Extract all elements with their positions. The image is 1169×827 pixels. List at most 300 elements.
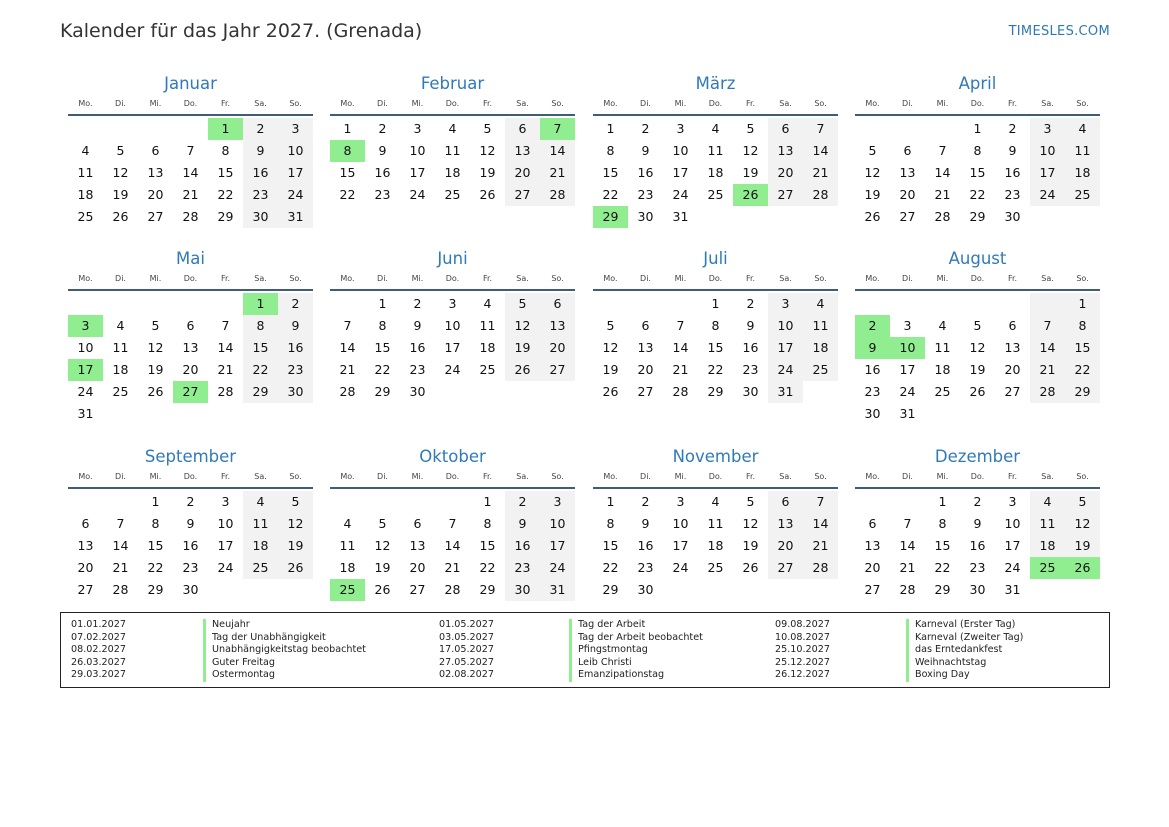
day-cell: 3 bbox=[676, 121, 685, 136]
day-cell: 2 bbox=[378, 121, 387, 136]
day-cell: 8 bbox=[606, 516, 615, 531]
day-cell: 8 bbox=[221, 143, 230, 158]
day-cell-empty bbox=[173, 403, 208, 425]
day-cell-empty bbox=[733, 579, 768, 601]
day-cell: 8 bbox=[711, 318, 720, 333]
day-cell: 23 bbox=[742, 362, 759, 377]
day-cell-empty bbox=[103, 293, 138, 315]
day-cell: 28 bbox=[934, 209, 951, 224]
day-cell: 12 bbox=[602, 340, 619, 355]
day-cell: 21 bbox=[540, 162, 575, 184]
weekday-header bbox=[330, 98, 575, 116]
weekday-label: Sa. bbox=[516, 99, 529, 108]
day-cell: 5 bbox=[378, 516, 387, 531]
holiday-date: 09.08.2027 bbox=[775, 619, 830, 630]
day-cell: 24 bbox=[409, 187, 426, 202]
holiday-name: Karneval (Erster Tag) bbox=[906, 619, 1015, 632]
day-cell: 10 bbox=[672, 143, 689, 158]
day-cell-empty bbox=[1030, 579, 1065, 601]
day-cell: 20 bbox=[1004, 362, 1021, 377]
day-cell: 14 bbox=[444, 538, 461, 553]
day-cell: 29 bbox=[969, 209, 986, 224]
day-cell: 18 bbox=[1065, 162, 1100, 184]
day-cell: 30 bbox=[409, 384, 426, 399]
day-cell: 7 bbox=[803, 118, 838, 140]
day-cell: 2 bbox=[641, 121, 650, 136]
day-cell: 16 bbox=[637, 165, 654, 180]
day-cell: 24 bbox=[1030, 184, 1065, 206]
weekday-label: Mi. bbox=[936, 274, 949, 283]
day-cell: 6 bbox=[413, 516, 422, 531]
day-cell: 25 bbox=[243, 557, 278, 579]
day-cell: 25 bbox=[1065, 184, 1100, 206]
day-cell: 1 bbox=[711, 296, 720, 311]
holiday-date: 29.03.2027 bbox=[71, 669, 126, 680]
day-cell: 7 bbox=[116, 516, 125, 531]
day-cell-empty bbox=[855, 491, 890, 513]
holiday-legend bbox=[60, 612, 1110, 688]
day-cell: 1 bbox=[483, 494, 492, 509]
day-cell: 23 bbox=[182, 560, 199, 575]
day-cell: 16 bbox=[864, 362, 881, 377]
day-cell: 10 bbox=[409, 143, 426, 158]
day-cell: 21 bbox=[1030, 359, 1065, 381]
day-cell: 9 bbox=[186, 516, 195, 531]
day-cell-holiday: 26 bbox=[733, 184, 768, 206]
day-cell: 19 bbox=[1065, 535, 1100, 557]
day-cell-holiday: 25 bbox=[330, 579, 365, 601]
day-cell: 30 bbox=[969, 582, 986, 597]
weekday-label: Sa. bbox=[779, 99, 792, 108]
day-cell: 18 bbox=[707, 538, 724, 553]
day-cell: 9 bbox=[505, 513, 540, 535]
day-cell: 7 bbox=[343, 318, 352, 333]
month-name: September bbox=[144, 447, 237, 466]
day-cell-empty bbox=[1030, 403, 1065, 425]
day-cell: 17 bbox=[1030, 162, 1065, 184]
weekday-header bbox=[68, 98, 313, 116]
day-cell: 29 bbox=[374, 384, 391, 399]
day-cell-empty bbox=[890, 118, 925, 140]
day-cell: 1 bbox=[151, 494, 160, 509]
day-cell: 24 bbox=[278, 184, 313, 206]
day-cell: 10 bbox=[540, 513, 575, 535]
month-name: Juli bbox=[703, 249, 728, 268]
day-cell: 11 bbox=[339, 538, 356, 553]
weekday-label: Mi. bbox=[674, 274, 687, 283]
day-cell: 6 bbox=[151, 143, 160, 158]
month-juli bbox=[593, 249, 838, 403]
day-cell: 26 bbox=[278, 557, 313, 579]
day-cell: 11 bbox=[77, 165, 94, 180]
day-cell: 22 bbox=[707, 362, 724, 377]
day-cell: 14 bbox=[803, 140, 838, 162]
weekday-label: Di. bbox=[115, 472, 126, 481]
day-cell: 8 bbox=[973, 143, 982, 158]
day-cell-empty bbox=[698, 206, 733, 228]
day-cell: 16 bbox=[409, 340, 426, 355]
weekday-label: Mo. bbox=[78, 99, 93, 108]
weekday-label: Mi. bbox=[149, 99, 162, 108]
weekday-label: Di. bbox=[640, 472, 651, 481]
holiday-name: Leib Christi bbox=[569, 657, 632, 670]
weekday-label: Fr. bbox=[1007, 99, 1018, 108]
day-cell: 12 bbox=[742, 143, 759, 158]
weekday-label: So. bbox=[289, 472, 302, 481]
day-cell: 4 bbox=[448, 121, 457, 136]
weekday-label: Di. bbox=[902, 99, 913, 108]
day-cell: 12 bbox=[112, 165, 129, 180]
day-cell: 13 bbox=[1004, 340, 1021, 355]
day-cell: 28 bbox=[112, 582, 129, 597]
day-cell: 6 bbox=[186, 318, 195, 333]
day-cell-empty bbox=[960, 293, 995, 315]
holiday-name: Tag der Arbeit bbox=[569, 619, 645, 632]
holiday-name: Karneval (Zweiter Tag) bbox=[906, 632, 1023, 645]
day-cell: 6 bbox=[505, 118, 540, 140]
day-cell-empty bbox=[960, 403, 995, 425]
day-cell: 23 bbox=[278, 359, 313, 381]
day-cell-empty bbox=[890, 491, 925, 513]
day-cell: 30 bbox=[742, 384, 759, 399]
day-cell: 11 bbox=[1065, 140, 1100, 162]
day-cell: 20 bbox=[637, 362, 654, 377]
day-cell: 12 bbox=[479, 143, 496, 158]
weekday-label: Mi. bbox=[411, 472, 424, 481]
day-grid bbox=[330, 293, 575, 403]
weekday-header bbox=[68, 471, 313, 489]
day-cell: 26 bbox=[505, 359, 540, 381]
day-cell: 20 bbox=[768, 162, 803, 184]
weekday-label: Do. bbox=[970, 472, 985, 481]
holiday-name: Guter Freitag bbox=[203, 657, 275, 670]
day-cell: 31 bbox=[899, 406, 916, 421]
day-cell: 23 bbox=[409, 362, 426, 377]
day-cell: 8 bbox=[606, 143, 615, 158]
day-cell-holiday: 1 bbox=[243, 293, 278, 315]
weekday-label: Mo. bbox=[603, 274, 618, 283]
day-cell: 15 bbox=[602, 538, 619, 553]
weekday-label: So. bbox=[814, 274, 827, 283]
day-cell: 19 bbox=[742, 538, 759, 553]
holiday-date: 26.12.2027 bbox=[775, 669, 830, 680]
holiday-name: das Erntedankfest bbox=[906, 644, 1002, 657]
weekday-label: Fr. bbox=[220, 99, 231, 108]
holiday-name: Unabhängigkeitstag beobachtet bbox=[203, 644, 366, 657]
weekday-label: Fr. bbox=[220, 472, 231, 481]
day-cell-empty bbox=[890, 293, 925, 315]
day-cell: 26 bbox=[479, 187, 496, 202]
day-cell-empty bbox=[138, 403, 173, 425]
month-januar bbox=[68, 74, 313, 228]
day-cell-empty bbox=[925, 118, 960, 140]
day-cell: 29 bbox=[707, 384, 724, 399]
day-cell: 8 bbox=[938, 516, 947, 531]
day-cell: 2 bbox=[186, 494, 195, 509]
day-cell: 5 bbox=[606, 318, 615, 333]
day-cell: 13 bbox=[637, 340, 654, 355]
weekday-label: So. bbox=[289, 274, 302, 283]
day-cell: 4 bbox=[938, 318, 947, 333]
month-name: August bbox=[948, 249, 1007, 268]
day-cell: 15 bbox=[374, 340, 391, 355]
day-cell: 2 bbox=[243, 118, 278, 140]
day-cell: 7 bbox=[803, 491, 838, 513]
day-cell: 12 bbox=[1065, 513, 1100, 535]
day-cell: 9 bbox=[641, 516, 650, 531]
day-cell: 1 bbox=[1065, 293, 1100, 315]
day-cell: 22 bbox=[243, 359, 278, 381]
day-cell: 13 bbox=[505, 140, 540, 162]
day-cell: 7 bbox=[221, 318, 230, 333]
holiday-name: Weihnachtstag bbox=[906, 657, 986, 670]
day-cell: 18 bbox=[803, 337, 838, 359]
weekday-label: So. bbox=[814, 99, 827, 108]
month-name: Oktober bbox=[419, 447, 486, 466]
day-cell: 14 bbox=[182, 165, 199, 180]
day-cell: 13 bbox=[147, 165, 164, 180]
day-cell: 25 bbox=[112, 384, 129, 399]
weekday-label: Sa. bbox=[516, 274, 529, 283]
holiday-name: Tag der Unabhängigkeit bbox=[203, 632, 326, 645]
day-cell: 13 bbox=[768, 513, 803, 535]
day-cell-holiday: 2 bbox=[855, 315, 890, 337]
day-cell: 31 bbox=[540, 579, 575, 601]
holiday-date: 26.03.2027 bbox=[71, 656, 126, 668]
holiday-date: 25.10.2027 bbox=[775, 644, 830, 655]
day-cell-empty bbox=[208, 403, 243, 425]
day-cell: 22 bbox=[339, 187, 356, 202]
weekday-label: Do. bbox=[970, 274, 985, 283]
weekday-label: Mi. bbox=[411, 99, 424, 108]
day-cell: 21 bbox=[672, 362, 689, 377]
day-cell: 4 bbox=[116, 318, 125, 333]
day-cell: 5 bbox=[505, 293, 540, 315]
weekday-label: Fr. bbox=[745, 472, 756, 481]
day-cell: 28 bbox=[1030, 381, 1065, 403]
day-cell: 27 bbox=[147, 209, 164, 224]
weekday-label: Di. bbox=[377, 274, 388, 283]
day-cell-holiday: 29 bbox=[593, 206, 628, 228]
weekday-label: So. bbox=[1076, 274, 1089, 283]
day-cell: 19 bbox=[479, 165, 496, 180]
day-cell: 18 bbox=[339, 560, 356, 575]
day-cell-empty bbox=[103, 118, 138, 140]
day-cell: 16 bbox=[637, 538, 654, 553]
day-cell: 16 bbox=[1004, 165, 1021, 180]
day-cell-holiday: 17 bbox=[68, 359, 103, 381]
day-cell: 1 bbox=[606, 121, 615, 136]
day-cell: 12 bbox=[374, 538, 391, 553]
day-cell-empty bbox=[1030, 293, 1065, 315]
day-cell-empty bbox=[138, 293, 173, 315]
day-cell-holiday: 9 bbox=[855, 337, 890, 359]
day-cell-holiday: 1 bbox=[208, 118, 243, 140]
weekday-label: So. bbox=[551, 472, 564, 481]
day-cell: 4 bbox=[343, 516, 352, 531]
day-cell: 10 bbox=[77, 340, 94, 355]
day-cell: 4 bbox=[711, 494, 720, 509]
day-cell: 26 bbox=[602, 384, 619, 399]
day-cell: 3 bbox=[903, 318, 912, 333]
day-cell: 19 bbox=[112, 187, 129, 202]
weekday-label: Do. bbox=[970, 99, 985, 108]
day-cell: 17 bbox=[217, 538, 234, 553]
day-cell: 19 bbox=[505, 337, 540, 359]
weekday-label: Fr. bbox=[482, 99, 493, 108]
day-cell: 11 bbox=[803, 315, 838, 337]
day-cell: 22 bbox=[147, 560, 164, 575]
day-cell-empty bbox=[995, 403, 1030, 425]
day-grid bbox=[855, 293, 1100, 425]
day-cell: 5 bbox=[116, 143, 125, 158]
day-cell: 5 bbox=[151, 318, 160, 333]
weekday-label: Di. bbox=[115, 274, 126, 283]
day-cell: 14 bbox=[899, 538, 916, 553]
day-cell-holiday: 10 bbox=[890, 337, 925, 359]
day-cell: 7 bbox=[903, 516, 912, 531]
day-cell: 25 bbox=[77, 209, 94, 224]
weekday-label: So. bbox=[814, 472, 827, 481]
weekday-label: Mi. bbox=[411, 274, 424, 283]
day-cell-empty bbox=[995, 293, 1030, 315]
day-cell: 15 bbox=[339, 165, 356, 180]
day-cell: 25 bbox=[707, 560, 724, 575]
day-cell: 27 bbox=[768, 557, 803, 579]
weekday-label: Sa. bbox=[254, 274, 267, 283]
day-cell: 21 bbox=[182, 187, 199, 202]
day-cell: 16 bbox=[742, 340, 759, 355]
day-grid bbox=[330, 118, 575, 206]
day-cell-empty bbox=[68, 491, 103, 513]
day-cell: 15 bbox=[1065, 337, 1100, 359]
day-cell: 14 bbox=[339, 340, 356, 355]
weekday-label: Do. bbox=[708, 99, 723, 108]
day-cell: 4 bbox=[1065, 118, 1100, 140]
weekday-label: Sa. bbox=[779, 274, 792, 283]
holiday-date: 08.02.2027 bbox=[71, 644, 126, 655]
holiday-name: Ostermontag bbox=[203, 669, 275, 682]
day-cell-empty bbox=[855, 293, 890, 315]
day-grid bbox=[68, 293, 313, 425]
day-cell: 21 bbox=[112, 560, 129, 575]
day-cell: 14 bbox=[112, 538, 129, 553]
day-cell: 28 bbox=[339, 384, 356, 399]
day-cell: 13 bbox=[540, 315, 575, 337]
weekday-label: Mi. bbox=[149, 472, 162, 481]
day-cell: 1 bbox=[378, 296, 387, 311]
day-cell: 24 bbox=[1004, 560, 1021, 575]
weekday-label: So. bbox=[289, 99, 302, 108]
day-cell: 16 bbox=[969, 538, 986, 553]
day-cell: 6 bbox=[641, 318, 650, 333]
holiday-date: 01.01.2027 bbox=[71, 619, 126, 630]
weekday-header bbox=[855, 471, 1100, 489]
day-cell: 9 bbox=[1008, 143, 1017, 158]
day-cell-empty bbox=[68, 293, 103, 315]
day-cell: 5 bbox=[973, 318, 982, 333]
day-cell: 20 bbox=[505, 162, 540, 184]
day-cell-empty bbox=[855, 118, 890, 140]
weekday-label: Sa. bbox=[779, 472, 792, 481]
day-cell: 17 bbox=[1004, 538, 1021, 553]
weekday-label: Mo. bbox=[340, 99, 355, 108]
day-cell: 27 bbox=[899, 209, 916, 224]
day-cell: 6 bbox=[903, 143, 912, 158]
day-cell: 7 bbox=[938, 143, 947, 158]
day-cell: 4 bbox=[711, 121, 720, 136]
weekday-label: So. bbox=[551, 99, 564, 108]
weekday-label: Sa. bbox=[1041, 274, 1054, 283]
weekday-label: Mo. bbox=[340, 472, 355, 481]
day-cell: 20 bbox=[899, 187, 916, 202]
holiday-date: 25.12.2027 bbox=[775, 656, 830, 668]
weekday-label: Di. bbox=[640, 99, 651, 108]
day-cell: 18 bbox=[77, 187, 94, 202]
day-cell: 2 bbox=[746, 296, 755, 311]
weekday-label: So. bbox=[551, 274, 564, 283]
day-cell: 23 bbox=[969, 560, 986, 575]
site-logo-text[interactable]: TIMESLES.COM bbox=[1008, 24, 1110, 39]
day-cell: 4 bbox=[243, 491, 278, 513]
weekday-label: Di. bbox=[902, 274, 913, 283]
weekday-label: Di. bbox=[377, 99, 388, 108]
weekday-label: Fr. bbox=[745, 274, 756, 283]
weekday-label: Mo. bbox=[865, 472, 880, 481]
weekday-header bbox=[330, 471, 575, 489]
day-cell-empty bbox=[208, 579, 243, 601]
day-cell: 24 bbox=[672, 560, 689, 575]
day-cell: 15 bbox=[243, 337, 278, 359]
month-dezember bbox=[855, 447, 1100, 601]
day-cell: 30 bbox=[505, 579, 540, 601]
day-grid bbox=[855, 118, 1100, 228]
weekday-label: Do. bbox=[445, 99, 460, 108]
month-november bbox=[593, 447, 838, 601]
weekday-label: So. bbox=[1076, 99, 1089, 108]
day-cell: 27 bbox=[77, 582, 94, 597]
day-cell-empty bbox=[68, 118, 103, 140]
day-cell: 3 bbox=[676, 494, 685, 509]
day-cell: 11 bbox=[707, 516, 724, 531]
day-cell: 7 bbox=[1030, 315, 1065, 337]
day-cell: 26 bbox=[147, 384, 164, 399]
day-cell: 28 bbox=[444, 582, 461, 597]
weekday-label: Do. bbox=[708, 274, 723, 283]
day-cell: 29 bbox=[934, 582, 951, 597]
day-cell: 23 bbox=[243, 184, 278, 206]
day-cell: 21 bbox=[803, 162, 838, 184]
day-cell: 18 bbox=[479, 340, 496, 355]
day-cell-empty bbox=[593, 293, 628, 315]
day-cell: 8 bbox=[483, 516, 492, 531]
day-cell-empty bbox=[1065, 206, 1100, 228]
weekday-label: Mo. bbox=[865, 99, 880, 108]
day-cell-holiday: 27 bbox=[173, 381, 208, 403]
day-cell-holiday: 3 bbox=[68, 315, 103, 337]
day-cell: 19 bbox=[602, 362, 619, 377]
day-cell: 19 bbox=[864, 187, 881, 202]
day-cell: 2 bbox=[278, 293, 313, 315]
day-cell-empty bbox=[505, 381, 540, 403]
holiday-name: Tag der Arbeit beobachtet bbox=[569, 632, 703, 645]
day-cell: 13 bbox=[768, 140, 803, 162]
day-cell: 23 bbox=[637, 187, 654, 202]
day-grid bbox=[593, 118, 838, 228]
day-cell: 24 bbox=[540, 557, 575, 579]
day-cell: 21 bbox=[803, 535, 838, 557]
day-cell: 5 bbox=[746, 121, 755, 136]
